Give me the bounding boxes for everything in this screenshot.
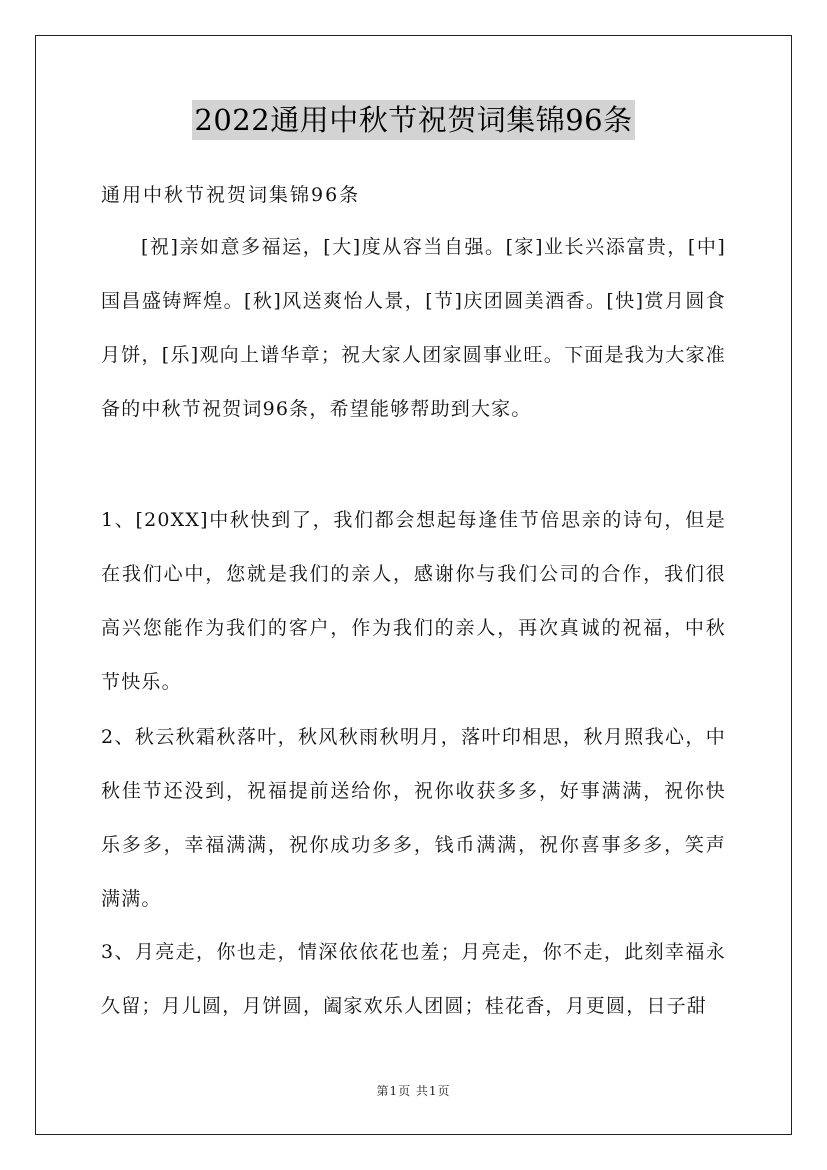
intro-paragraph: [祝]亲如意多福运，[大]度从容当自强。[家]业长兴添富贵，[中]国昌盛铸辉煌。[秋]风送爽怡人景，[节]庆团圆美酒香。[快]赏月圆食月饼，[乐]观向上谱华章；祝大家人团家圆事业旺。下面是我为大家准备的中秋节祝贺词96条，希望能够帮助到大家。 xyxy=(101,236,726,420)
page-footer: 第1页 共1页 xyxy=(376,1084,451,1098)
document-subtitle: 通用中秋节祝贺词集锦96条 xyxy=(101,184,361,206)
paragraph-1: 1、[20XX]中秋快到了，我们都会想起每逢佳节倍思亲的诗句，但是在我们心中，您就是我们的亲人，感谢你与我们公司的合作，我们很高兴您能作为我们的客户，作为我们的亲人，再次真诚的祝福，中秋节快乐。 xyxy=(101,509,726,693)
document-title: 2022通用中秋节祝贺词集锦96条 xyxy=(192,100,634,140)
paragraph-2: 2、秋云秋霜秋落叶，秋风秋雨秋明月，落叶印相思，秋月照我心，中秋佳节还没到，祝福提前送给你，祝你收获多多，好事满满，祝你快乐多多，幸福满满，祝你成功多多，钱币满满，祝你喜事多多，笑声满满。 xyxy=(101,726,726,910)
paragraph-3: 3、月亮走，你也走，情深依依花也羞；月亮走，你不走，此刻幸福永久留；月儿圆，月饼圆，阖家欢乐人团圆；桂花香，月更圆，日子甜 xyxy=(101,941,726,1017)
title-container xyxy=(0,100,827,140)
